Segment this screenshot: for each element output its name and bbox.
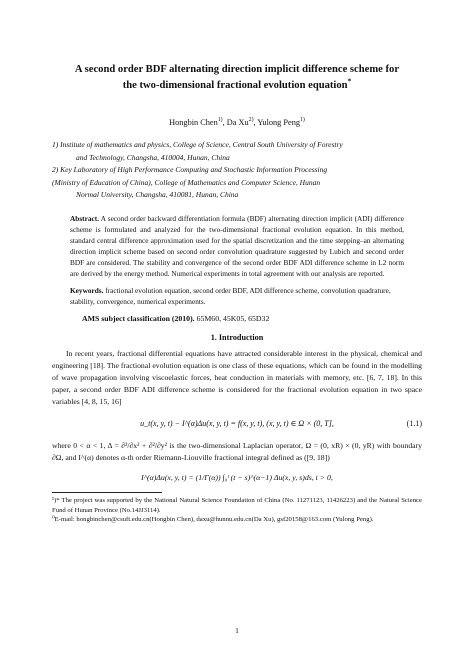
- keywords: [70, 285, 404, 307]
- title-footnote-mark: *: [347, 76, 352, 86]
- intro-paragraph-2: where 0 < α < 1, Δ = ∂²/∂x² + ∂²/∂y² is the two-dimensional Laplacian operator, Ω = (0, xR) × (0, yR) with boundary ∂Ω, and I^(α) denotes α-th order Riemann-Liouville fractional integral defined as ([9, 18]): [52, 440, 422, 463]
- affiliation-2-line-3: Normal University, Changsha, 410081, Hunan, China: [76, 190, 239, 199]
- ams-classification: [82, 314, 422, 323]
- equation-1-1-number: (1.1): [406, 418, 422, 428]
- footnotes: [52, 496, 422, 525]
- equation-1-1: [52, 418, 422, 432]
- ams-label: AMS subject classification (2010).: [82, 313, 195, 323]
- abstract: [70, 213, 404, 279]
- author-3: , Yulong Peng: [253, 118, 300, 127]
- abstract-text: A second order backward differentiation formula (BDF) alternating direction implicit (ADI) difference scheme is formulated and analyzed for the two-dimensional fractional evolution equation. In this method, standard central difference approximation used for the spatial discretization and the time stepping–an alternating direction implicit scheme based on second order convolution quadrature suggested by Lubich and second order BDF are considered. The stability and convergence of the second order BDF ADI difference scheme in L2 norm are derived by the energy method. Numerical experiments in total agreement with our analysis are reported.: [70, 213, 404, 278]
- introduction-body: [52, 348, 422, 487]
- intro-paragraph-1: In recent years, fractional differential equations have attracted considerable interest in the physical, chemical and engineering [18]. The fractional evolution equation is one class of these equations, which can be found in the modelling of wave propagation involving viscoelastic forces, heat conduction in materials with memory, etc. [6, 7, 18]. In this paper, a second order BDF ADI difference scheme is considered for the fractional evolution equation in two space variables [4, 8, 15, 16]: [52, 348, 422, 406]
- author-1: Hongbin Chen: [169, 118, 218, 127]
- footnote-funding: ¹)* The project was supported by the National Natural Science Foundation of China (No. 11271123, 11426223) and the Natural Science Fund of Hunan Province (No.14JJ3114).: [52, 497, 422, 514]
- page-number: 1: [235, 626, 239, 635]
- abstract-label: Abstract.: [70, 213, 99, 223]
- affiliation-1-line-1: 1) Institute of mathematics and physics, College of Science, Central South University of Forestry: [52, 140, 343, 149]
- author-2: , Da Xu: [222, 118, 249, 127]
- equation-2: I^(α)Δu(x, y, t) = (1/Γ(α)) ∫₀ᵗ (t − s)^(α−1) Δu(x, y, s)ds, t > 0,: [141, 473, 333, 483]
- author-list: [52, 118, 422, 127]
- title-line-1: A second order BDF alternating direction implicit difference scheme for: [74, 64, 400, 75]
- equation-1-1-body: u_t(x, y, t) − I^(α)Δu(x, y, t) = f(x, y, t), (x, y, t) ∈ Ω × (0, T],: [140, 418, 334, 428]
- affiliation-2-line-2: (Ministry of Education of China), College of Mathematics and Computer Science, Hunan: [52, 177, 321, 187]
- section-heading: 1. Introduction: [210, 332, 264, 342]
- footnote-rule: [52, 492, 162, 493]
- affiliations: [52, 139, 422, 201]
- keywords-label: Keywords.: [70, 285, 104, 295]
- author-1-sup: 1): [217, 117, 223, 124]
- author-2-sup: 2): [248, 117, 254, 124]
- author-3-sup: 1): [300, 117, 305, 124]
- affiliation-2-line-1: 2) Key Laboratory of High Performance Computing and Stochastic Information Processing: [52, 165, 328, 174]
- affiliation-1-line-2: and Technology, Changsha, 410004, Hunan, China: [76, 152, 230, 162]
- footnote-email: ⁰E-mail: hongbinchen@csuft.edu.cn(Hongbin Chen), daxu@hunnu.edu.cn(Da Xu), gsf20158@163.com (Yulong Peng).: [52, 516, 374, 524]
- ams-text: 65M60, 45K05, 65D32: [194, 313, 270, 323]
- paper-title: [52, 62, 422, 94]
- title-line-2: the two-dimensional fractional evolution equation: [122, 80, 348, 91]
- keywords-text: fractional evolution equation, second order BDF, ADI difference scheme, convolution quadrature, stability, convergence, numerical experiments.: [70, 285, 391, 306]
